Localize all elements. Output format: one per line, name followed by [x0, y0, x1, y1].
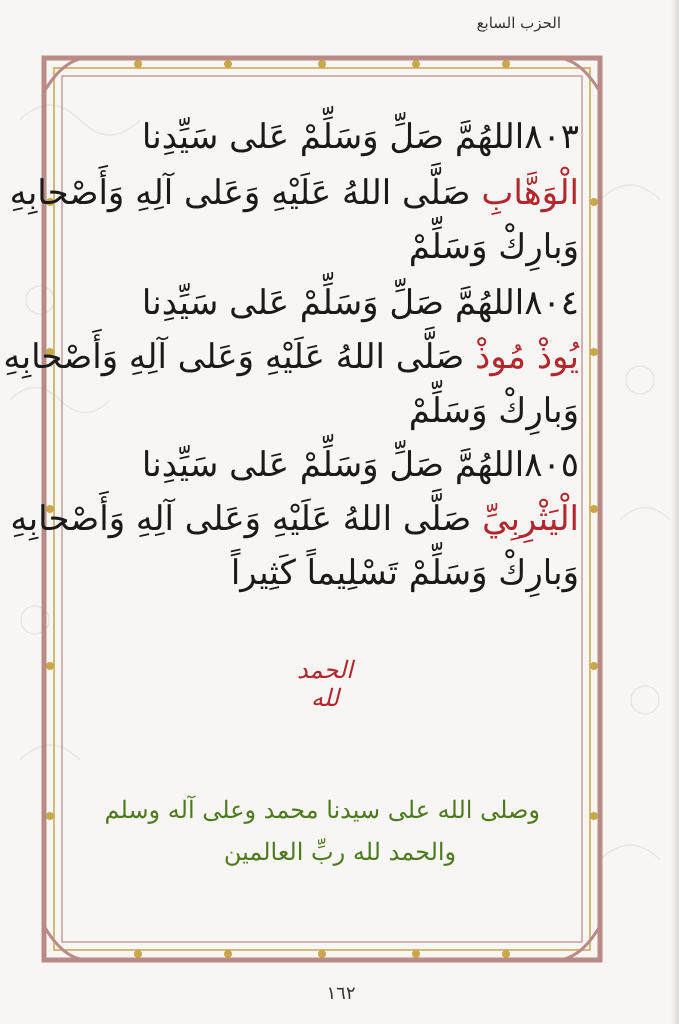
entry-text: اللهُمَّ صَلِّ وَسَلِّمْ عَلى سَيِّدِنا	[141, 445, 525, 485]
entry-805-line-3	[99, 548, 579, 598]
divine-name: الْوَهَّابِ	[481, 173, 579, 213]
entry-text: صَلَّى اللهُ عَلَيْهِ وَعَلى آلِهِ وَأَصْحابِهِ	[9, 173, 471, 213]
entry-text: اللهُمَّ صَلِّ وَسَلِّمْ عَلى سَيِّدِنا	[141, 283, 525, 323]
entry-804-line-3	[99, 386, 579, 436]
entry-805-line-1	[99, 440, 579, 490]
entry-803-line-2	[9, 168, 579, 218]
divine-name: يُوذْ مُوذْ	[475, 337, 579, 377]
header-title: الحزب السابع	[476, 14, 561, 32]
entry-803-line-1	[99, 112, 579, 162]
entry-text: وَبارِكْ وَسَلِّمْ	[408, 391, 579, 431]
entry-number: ٨٠٥	[524, 445, 579, 485]
entry-804-line-1	[99, 278, 579, 328]
divine-name: الْيَثْرِبِيِّ	[482, 499, 579, 539]
entry-number: ٨٠٤	[524, 283, 579, 323]
closing-line-1: وصلى الله على سيدنا محمد وعلى آله وسلم	[104, 796, 540, 824]
entry-text: وَبارِكْ وَسَلِّمْ	[408, 227, 579, 267]
page-edge-shadow	[671, 0, 679, 1024]
hamdala-calligraphy: الحمد لله	[297, 656, 353, 712]
entry-text: وَبارِكْ وَسَلِّمْ تَسْلِيماً كَثِيراً	[230, 553, 579, 593]
closing-line-2: والحمد لله ربِّ العالمين	[223, 838, 457, 866]
entry-number: ٨٠٣	[524, 117, 579, 157]
entry-805-line-2	[10, 494, 579, 544]
entry-804-line-2	[3, 332, 579, 382]
page-number: ١٦٢	[326, 983, 356, 1004]
entry-text: صَلَّى اللهُ عَلَيْهِ وَعَلى آلِهِ وَأَصْحابِهِ	[10, 499, 472, 539]
entry-text: صَلَّى اللهُ عَلَيْهِ وَعَلى آلِهِ وَأَصْحابِهِ	[3, 337, 465, 377]
entry-803-line-3	[99, 222, 579, 272]
entry-text: اللهُمَّ صَلِّ وَسَلِّمْ عَلى سَيِّدِنا	[141, 117, 525, 157]
